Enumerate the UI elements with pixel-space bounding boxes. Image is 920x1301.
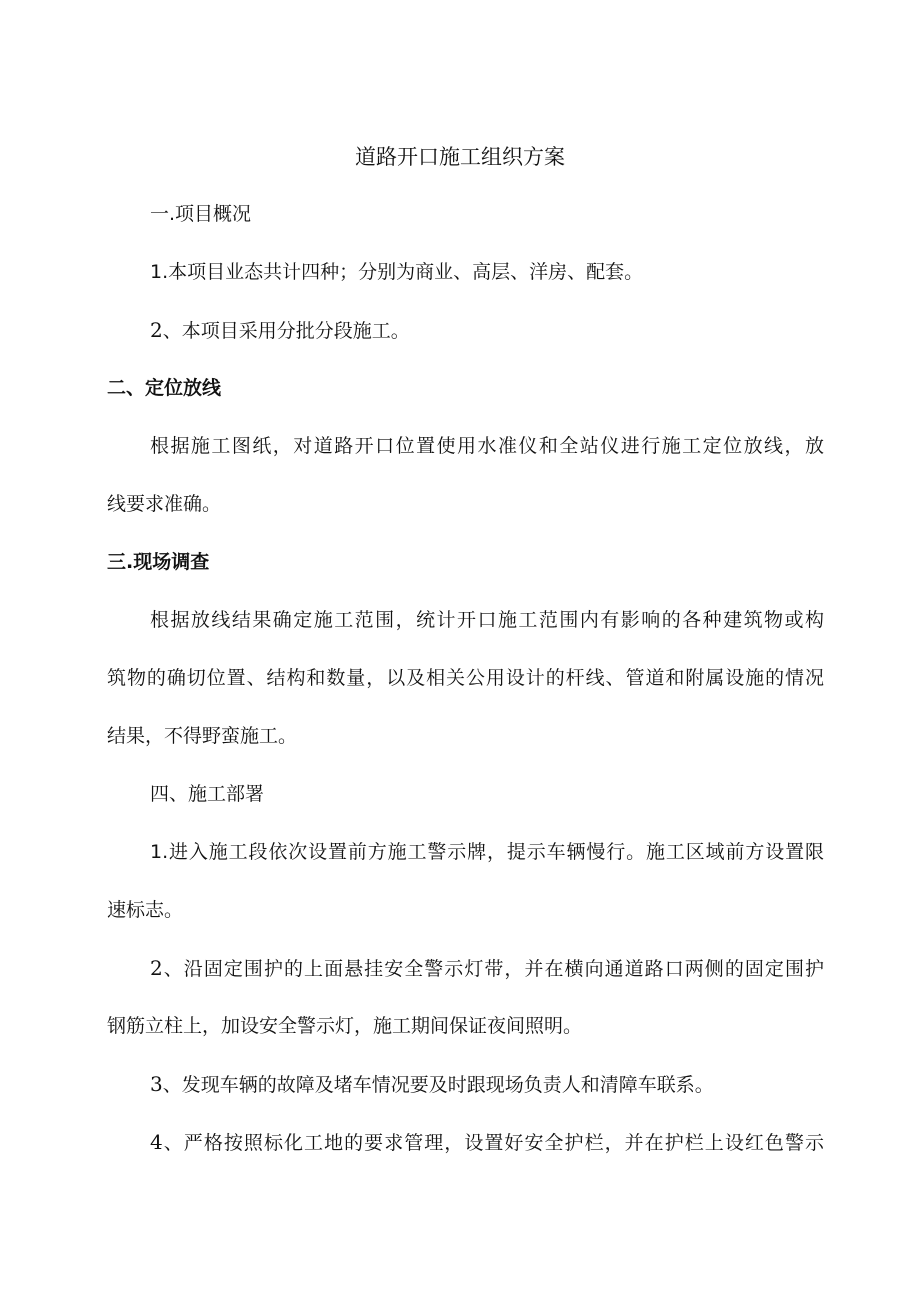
section-heading-overview: 一.项目概况 <box>150 203 252 225</box>
paragraph-business-types: 1.本项目业态共计四种；分别为商业、高层、洋房、配套。 <box>150 261 644 283</box>
paragraph-survey-line2: 筑物的确切位置、结构和数量，以及相关公用设计的杆线、管道和附属设施的情况 <box>107 667 824 689</box>
paragraph-breakdown-contact <box>150 1071 714 1098</box>
section-heading-positioning: 二、定位放线 <box>107 377 222 399</box>
paragraph-positioning-line1: 根据施工图纸，对道路开口位置使用水准仪和全站仪进行施工定位放线，放 <box>150 435 824 457</box>
paragraph-warning-lights-line1 <box>150 955 824 982</box>
list-number: 2 <box>150 318 163 342</box>
section-heading-deployment: 四、施工部署 <box>150 783 265 805</box>
paragraph-safety-rails <box>150 1129 824 1156</box>
list-number: 2 <box>150 956 163 980</box>
paragraph-survey-line1: 根据放线结果确定施工范围，统计开口施工范围内有影响的各种建筑物或构 <box>150 609 824 631</box>
list-number: 3 <box>150 1072 163 1096</box>
paragraph-warning-signs-line1: 1.进入施工段依次设置前方施工警示牌，提示车辆慢行。施工区域前方设置限 <box>150 841 824 863</box>
paragraph-text: 、本项目采用分批分段施工。 <box>162 320 410 342</box>
paragraph-phased-construction <box>150 317 410 344</box>
paragraph-text: 、严格按照标化工地的要求管理，设置好安全护栏，并在护栏上设红色警示 <box>162 1132 824 1154</box>
paragraph-warning-lights-line2: 钢筋立柱上，加设安全警示灯，施工期间保证夜间照明。 <box>107 1015 583 1037</box>
paragraph-survey-line3: 结果，不得野蛮施工。 <box>107 725 298 747</box>
page-title: 道路开口施工组织方案 <box>355 145 565 169</box>
list-number: 4 <box>150 1130 163 1154</box>
section-heading-survey: 三.现场调查 <box>107 551 210 573</box>
paragraph-text: 、沿固定围护的上面悬挂安全警示灯带，并在横向通道路口两侧的固定围护 <box>162 958 824 980</box>
paragraph-warning-signs-line2: 速标志。 <box>107 899 184 921</box>
paragraph-text: 、发现车辆的故障及堵车情况要及时跟现场负责人和清障车联系。 <box>162 1074 714 1096</box>
paragraph-positioning-line2: 线要求准确。 <box>107 493 222 515</box>
